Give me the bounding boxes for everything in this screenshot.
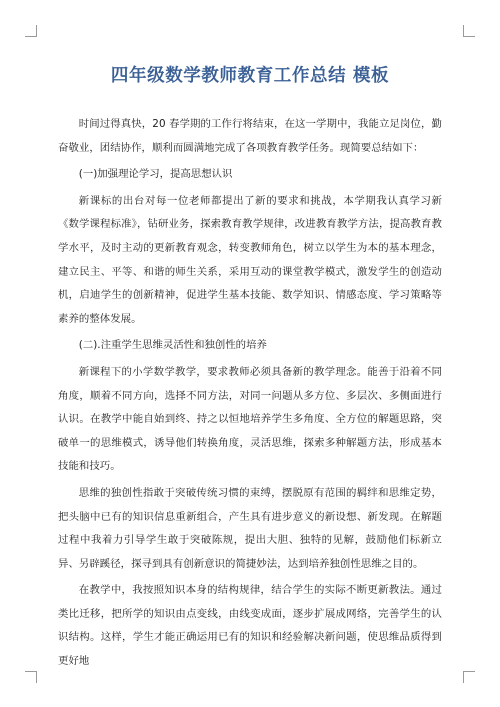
section-2-paragraph-1: 新课程下的小学数学教学，要求教师必须具备新的教学理念。能善于沿着不同角度，顺着不同方向，选择不同方法，对同一问题从多方位、多层次、多侧面进行认识。在教学中能自始到终、持之以恒地培养学生多角度、全方位的解题思路，突破单一的思维模式，诱导他们转换角度，灵活思维，探索多种解题方法，形成基本技能和技巧。 <box>58 365 442 473</box>
section-1-paragraph: 新课标的出台对每一位老师都提出了新的要求和挑战，本学期我认真学习新《数学课程标准》，钻研业务，探索教育教学规律，改进教育教学方法，提高教育教学水平，及时主动的更新教育观念，转变教师角色，树立以学生为本的基本理念，建立民主、平等、和谐的师生关系，采用互动的课堂教学模式，激发学生的创造动机，启迪学生的创新精神，促进学生基本技能、数学知识、情感态度、学习策略等素养的整体发展。 <box>58 194 442 325</box>
crop-mark-top-left <box>25 25 37 37</box>
crop-mark-bottom-left <box>25 671 37 683</box>
section-2-paragraph-3: 在教学中，我按照知识本身的结构规律，结合学生的实际不断更新教法。通过类比迁移，把所学的知识由点变线，由线变成面，逐步扩展成网络，完善学生的认识结构。这样，学生才能正确运用已有的知识和经验解决新问题，使思维品质得到更好地 <box>58 584 442 668</box>
section-2-heading: (二).注重学生思维灵活性和独创性的培养 <box>78 339 267 352</box>
section-1-heading: (一)加强理论学习，提高思想认识 <box>78 168 233 181</box>
crop-mark-top-right <box>463 25 475 37</box>
intro-paragraph: 时间过得真快，20 春学期的工作行将结束，在这一学期中，我能立足岗位，勤奋敬业，团结协作，顺利而圆满地完成了各项教育教学任务。现简要总结如下： <box>58 118 442 154</box>
document-page <box>58 62 442 677</box>
section-2-paragraph-2: 思维的独创性指敢于突破传统习惯的束缚，摆脱原有范围的羁绊和思维定势，把头脑中已有的知识信息重新组合，产生具有进步意义的新设想、新发现。在解题过程中我着力引导学生敢于突破陈规，提出大胆、独特的见解，鼓励他们标新立异、另辟蹊径，探寻到具有创新意识的简捷妙法，达到培养独创性思维之目的。 <box>58 486 442 570</box>
document-title: 四年级数学教师教育工作总结 模板 <box>110 66 390 86</box>
crop-mark-bottom-right <box>463 671 475 683</box>
